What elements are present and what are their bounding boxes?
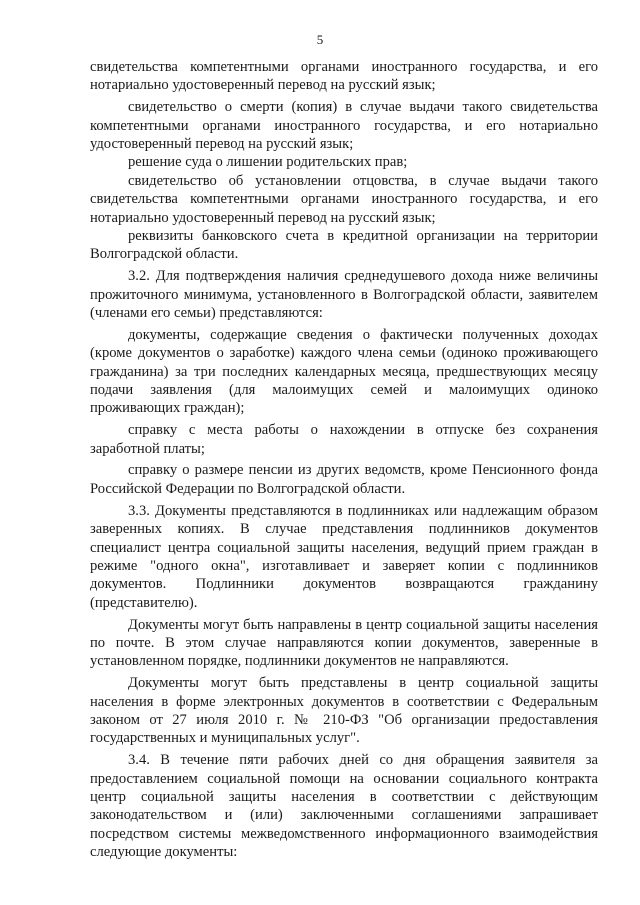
paragraph-3-4: 3.4. В течение пяти рабочих дней со дня обращения заявителя за предоставлением социальной помощи на основании социального контракта центр социальной защиты населения в соответствии с действующим законодательством и (или) заключенными соглашениями запрашивает посредством системы межведомственного информационного взаимодействия следующие документы: (90, 752, 598, 861)
paragraph-by-mail: Документы могут быть направлены в центр социальной защиты населения по почте. В этом случае направляются копии документов, заверенные в установленном порядке, подлинники документов не направляются. (90, 616, 598, 670)
document-body (90, 58, 598, 865)
paragraph-income-documents: документы, содержащие сведения о фактически полученных доходах (кроме документов о заработке) каждого члена семьи (одиноко проживающего гражданина) за три последних календарных месяца, предшествующих месяцу подачи заявления (для малоимущих семей и малоимущих одиноко проживающих граждан); (90, 326, 598, 417)
paragraph-3-3: 3.3. Документы представляются в подлинниках или надлежащим образом заверенных копиях. В случае представления подлинников документов специалист центра социальной защиты населения, ведущий прием граждан в режиме "одного окна", изготавливает и заверяет копии с подлинников документов. Подлинники документов возвращаются гражданину (представителю). (90, 502, 598, 611)
paragraph-bank-details: реквизиты банковского счета в кредитной организации на территории Волгоградской области. (90, 228, 598, 263)
paragraph-electronic: Документы могут быть представлены в центр социальной защиты населения в форме электронных документов в соответствии с Федеральным законом от 27 июля 2010 г. № 210-ФЗ "Об организации предоставления государственных и муниципальных услуг". (90, 675, 598, 747)
paragraph-pension-certificate: справку о размере пенсии из других ведомств, кроме Пенсионного фонда Российской Федерации по Волгоградской области. (90, 462, 598, 497)
paragraph-3-2: 3.2. Для подтверждения наличия среднедушевого дохода ниже величины прожиточного минимума, установленного в Волгоградской области, заявителем (членами его семьи) представляются: (90, 268, 598, 322)
paragraph-paternity-certificate: свидетельство об установлении отцовства, в случае выдачи такого свидетельства компетентными органами иностранного государства, и его нотариально удостоверенный перевод на русский язык; (90, 172, 598, 226)
paragraph-death-certificate: свидетельство о смерти (копия) в случае выдачи такого свидетельства компетентными органами иностранного государства, и его нотариально удостоверенный перевод на русский язык; (90, 99, 598, 153)
paragraph-continuation: свидетельства компетентными органами иностранного государства, и его нотариально удостоверенный перевод на русский язык; (90, 59, 598, 94)
paragraph-court-decision: решение суда о лишении родительских прав; (128, 154, 408, 171)
page-number: 5 (316, 32, 324, 47)
paragraph-leave-certificate: справку с места работы о нахождении в отпуске без сохранения заработной платы; (90, 422, 598, 457)
